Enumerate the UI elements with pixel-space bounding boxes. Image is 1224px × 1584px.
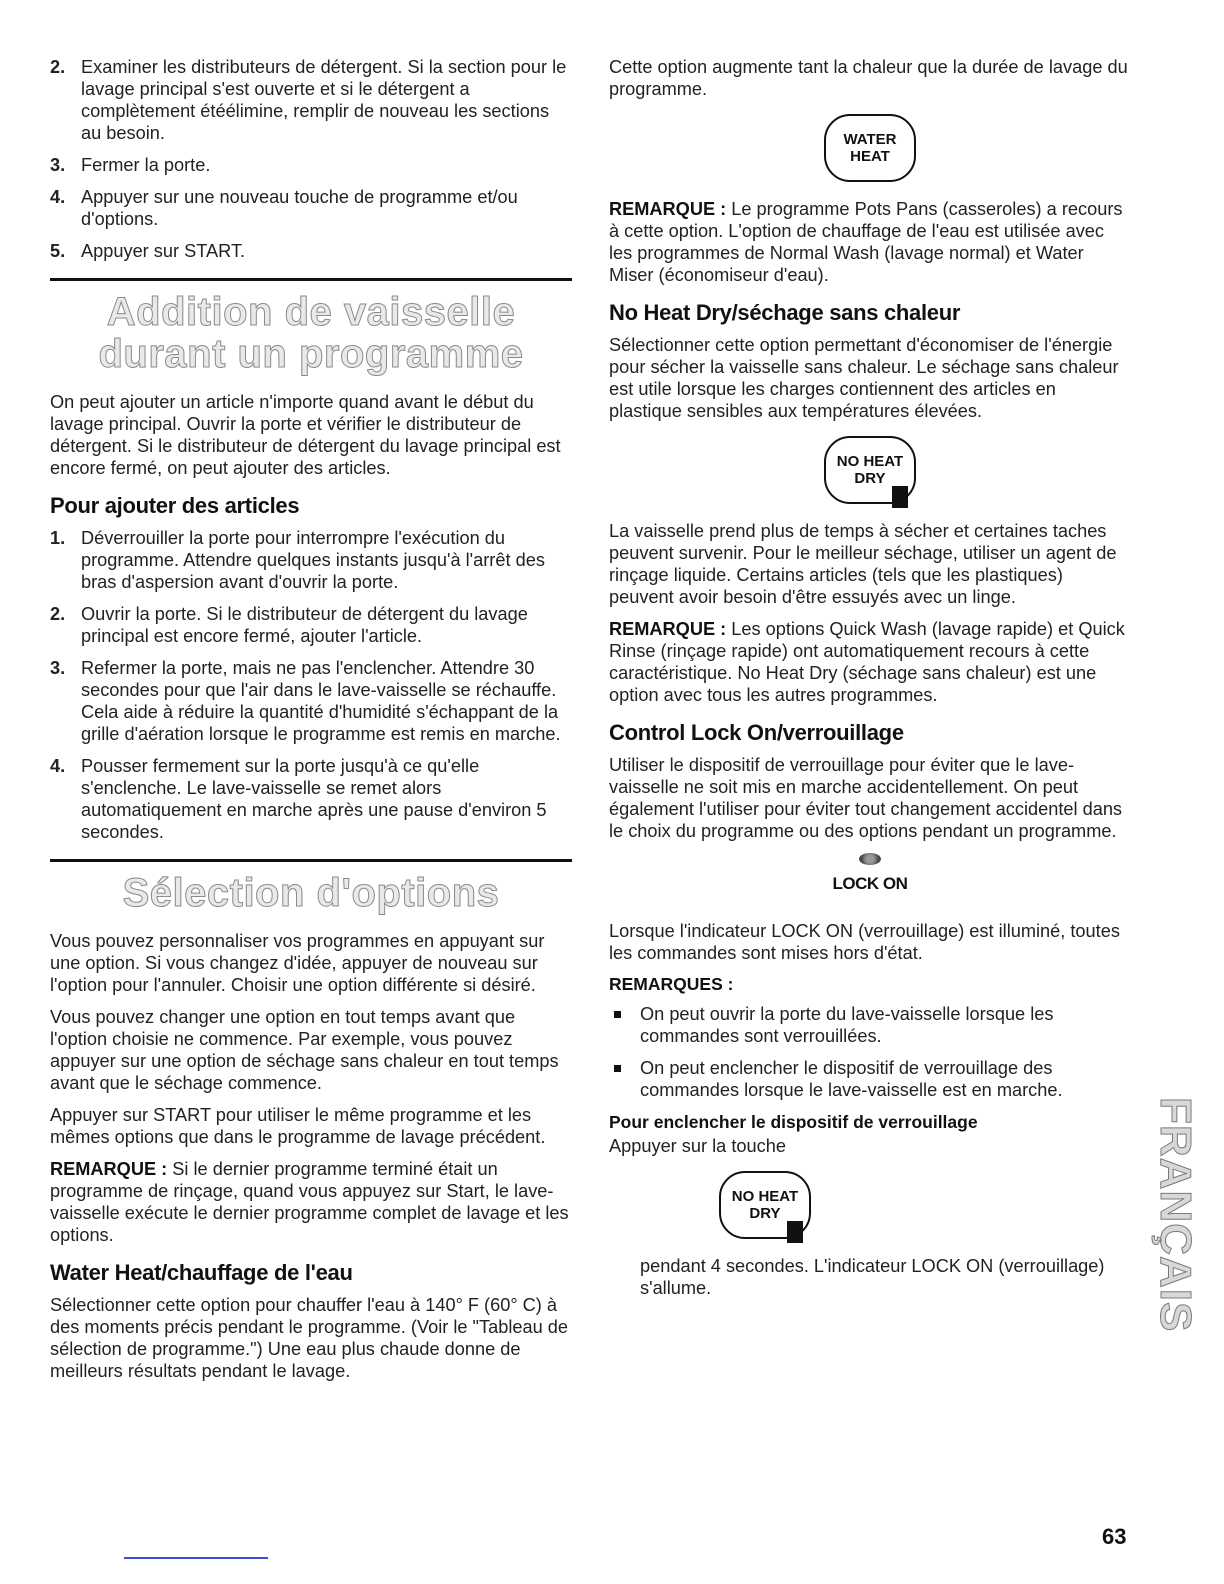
water-heat-button[interactable] xyxy=(824,114,916,182)
step-text: Examiner les distributeurs de détergent. Si la section pour le lavage principal s'est ouverte et si le détergent a complètement étéélimine, remplir de nouveau les sections au besoin. xyxy=(81,57,567,143)
note-text: Les options Quick Wash (lavage rapide) et Quick Rinse (rinçage rapide) ont automatiquement recours à cette caractéristique. No Heat Dry (séchage sans chaleur) est une option avec tous les autres programmes. xyxy=(609,619,1125,705)
list-item xyxy=(50,657,572,745)
no-heat-dry-text: Sélectionner cette option permettant d'économiser de l'énergie pour sécher la vaisselle sans chaleur. Le séchage sans chaleur est utile lorsque les charges contiennent des articles en plastique sensibles aux températures élevées. xyxy=(609,335,1119,421)
list-item xyxy=(50,527,572,593)
control-lock-paragraph-2: Lorsque l'indicateur LOCK ON (verrouillage) est illuminé, toutes les commandes sont mises hors d'état. xyxy=(609,921,1120,963)
list-item xyxy=(50,240,572,262)
button-label-line2: DRY xyxy=(749,1205,781,1222)
step-number: 2. xyxy=(50,604,66,624)
step-text: Refermer la porte, mais ne pas l'enclencher. Attendre 30 secondes pour que l'air dans le lave-vaisselle se réchauffe. Cela aide à réduire la quantité d'humidité s'échappant de la grille d'aération lorsque le programme est remis en marche. xyxy=(81,658,561,744)
section-intro: On peut ajouter un article n'importe quand avant le début du lavage principal. Ouvrir la porte et vérifier le distributeur de détergent. Si le distributeur de détergent du lavage principal est encore fermé, on peut ajouter des articles. xyxy=(50,392,561,478)
notes-list xyxy=(609,1003,1131,1101)
options-note xyxy=(50,1158,572,1246)
press-instruction: Appuyer sur la touche xyxy=(609,1136,786,1156)
options-paragraph-3: Appuyer sur START pour utiliser le même programme et les mêmes options que dans le programme de lavage précédent. xyxy=(50,1105,546,1147)
no-heat-dry-button[interactable] xyxy=(824,436,916,504)
control-lock-text: Utiliser le dispositif de verrouillage pour éviter que le lave-vaisselle ne soit mis en marche accidentellement. On peut également l'utiliser pour éviter tout changement accidentel dans le choix du programme ou des options pendant un programme. xyxy=(609,755,1123,841)
water-heat-note xyxy=(609,198,1131,286)
right-column xyxy=(609,56,1131,1309)
lock-on-indicator xyxy=(609,852,1131,894)
left-column xyxy=(50,56,572,1392)
list-item xyxy=(50,154,572,176)
no-heat-dry-button-figure xyxy=(609,436,1131,504)
step-number: 4. xyxy=(50,756,66,776)
button-label-line1: NO HEAT xyxy=(731,1188,799,1205)
step-number: 2. xyxy=(50,57,66,77)
note-label: REMARQUE : xyxy=(609,619,727,639)
section-title-addition xyxy=(50,291,572,375)
step-text: Appuyer sur START. xyxy=(81,241,246,261)
footer-rule xyxy=(124,1557,268,1559)
step-text: Ouvrir la porte. Si le distributeur de détergent du lavage principal est encore fermé, ajouter l'article. xyxy=(81,604,528,646)
subheading-water-heat: Water Heat/chauffage de l'eau xyxy=(50,1260,353,1285)
section-title-options: Sélection d'options xyxy=(122,871,500,915)
language-label: FRANÇAIS xyxy=(1151,1097,1200,1333)
note-text: Le programme Pots Pans (casseroles) a recours à cette option. L'option de chauffage de l'eau est utilisée avec les programmes de Normal Wash (lavage normal) et Water Miser (économiseur d'eau). xyxy=(609,199,1123,285)
indicator-label: LOCK ON xyxy=(832,874,908,893)
indicator-light-icon xyxy=(859,853,881,865)
page-number: 63 xyxy=(1102,1524,1127,1549)
list-item: On peut enclencher le dispositif de verrouillage des commandes lorsque le lave-vaisselle est en marche. xyxy=(609,1057,1131,1101)
step-text: Déverrouiller la porte pour interrompre l'exécution du programme. Attendre quelques instants jusqu'à l'arrêt des bras d'aspersion avant d'ouvrir la porte. xyxy=(81,528,545,592)
list-item xyxy=(50,56,572,144)
no-heat-dry-lock-button[interactable] xyxy=(719,1171,811,1239)
subheading-control-lock: Control Lock On/verrouillage xyxy=(609,720,904,745)
notes-heading: REMARQUES : xyxy=(609,974,734,994)
note-label: REMARQUE : xyxy=(609,199,727,219)
step-text: Appuyer sur une nouveau touche de programme et/ou d'options. xyxy=(81,187,518,229)
step-number: 1. xyxy=(50,528,66,548)
step-text: Fermer la porte. xyxy=(81,155,211,175)
subheading-enable-lock: Pour enclencher le dispositif de verrouillage xyxy=(609,1112,978,1132)
step-number: 4. xyxy=(50,187,66,207)
list-item: On peut ouvrir la porte du lave-vaisselle lorsque les commandes sont verrouillées. xyxy=(609,1003,1131,1047)
list-item xyxy=(50,186,572,230)
note-text: Si le dernier programme terminé était un programme de rinçage, quand vous appuyez sur Start, le lave-vaisselle exécute le dernier programme complet de lavage et les options. xyxy=(50,1159,569,1245)
water-heat-continued: Cette option augmente tant la chaleur que la durée de lavage du programme. xyxy=(609,57,1128,99)
list-item xyxy=(50,603,572,647)
water-heat-text: Sélectionner cette option pour chauffer l'eau à 140° F (60° C) à des moments précis pendant le programme. (Voir le "Tableau de sélection de programme.") Une eau plus chaude donne de meilleurs résultats pendant le lavage. xyxy=(50,1295,568,1381)
steps-list-top xyxy=(50,56,572,262)
subheading-no-heat-dry: No Heat Dry/séchage sans chaleur xyxy=(609,300,961,325)
no-heat-dry-paragraph-2: La vaisselle prend plus de temps à sécher et certaines taches peuvent survenir. Pour le meilleur séchage, utiliser un agent de rinçage liquide. Certains articles (tels que les plastiques) peuvent avoir besoin d'être essuyés avec un linge. xyxy=(609,521,1117,607)
section-title-line2: durant un programme xyxy=(98,332,524,376)
button-label-line2: DRY xyxy=(854,470,886,487)
no-heat-dry-note xyxy=(609,618,1131,706)
options-paragraph-1: Vous pouvez personnaliser vos programmes en appuyant sur une option. Si vous changez d'idée, appuyer de nouveau sur l'option pour l'annuler. Choisir une option différente si désiré. xyxy=(50,931,545,995)
button-label-line1: WATER xyxy=(843,131,897,148)
language-side-tab xyxy=(1150,1085,1200,1345)
section-title-line1: Addition de vaisselle xyxy=(106,290,516,334)
step-number: 3. xyxy=(50,658,66,678)
lock-button-figure xyxy=(609,1171,1131,1239)
water-heat-button-figure xyxy=(609,114,1131,182)
button-label-line1: NO HEAT xyxy=(836,453,904,470)
press-duration-text: pendant 4 secondes. L'indicateur LOCK ON (verrouillage) s'allume. xyxy=(640,1256,1105,1298)
steps-list-add xyxy=(50,527,572,843)
list-item xyxy=(50,755,572,843)
lock-icon xyxy=(892,486,908,508)
step-text: Pousser fermement sur la porte jusqu'à ce qu'elle s'enclenche. Le lave-vaisselle se remet alors automatiquement en marche après une pause d'environ 5 secondes. xyxy=(81,756,547,842)
lock-icon xyxy=(787,1221,803,1243)
section-divider xyxy=(50,278,572,281)
button-label-line2: HEAT xyxy=(850,148,890,165)
note-label: REMARQUE : xyxy=(50,1159,168,1179)
step-number: 3. xyxy=(50,155,66,175)
section-divider xyxy=(50,859,572,862)
options-paragraph-2: Vous pouvez changer une option en tout temps avant que l'option choisie ne commence. Par exemple, vous pouvez appuyer sur une option de séchage sans chaleur en tout temps avant que le séchage commence. xyxy=(50,1007,559,1093)
step-number: 5. xyxy=(50,241,66,261)
subheading-add-articles: Pour ajouter des articles xyxy=(50,493,300,518)
